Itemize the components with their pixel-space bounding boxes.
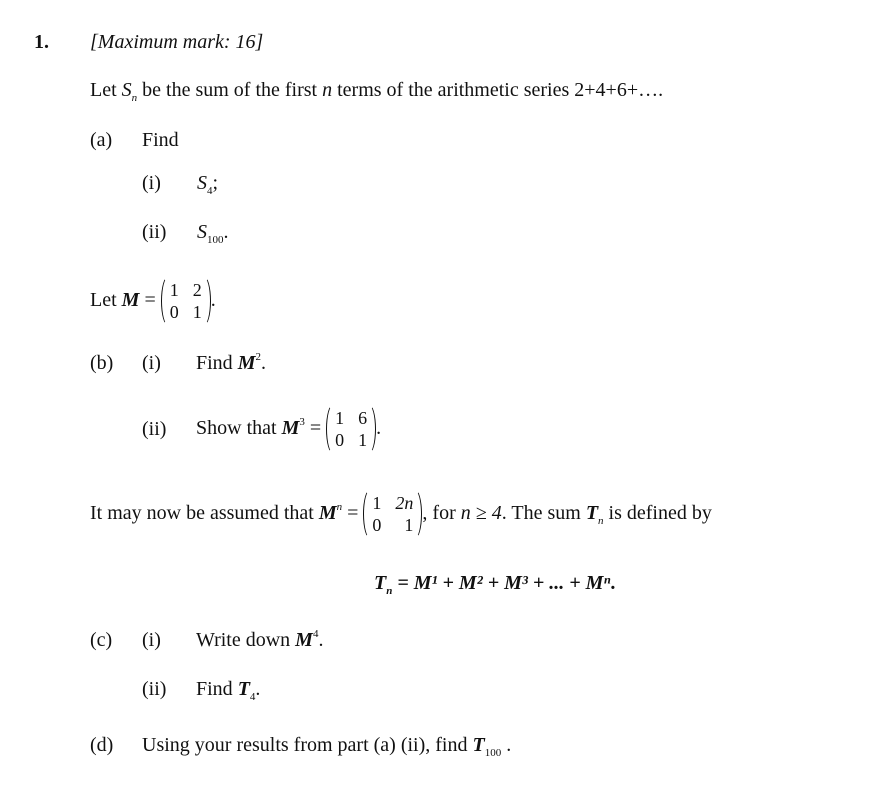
part-a-ii-label: (ii) <box>142 221 167 243</box>
part-c-label: (c) <box>90 629 113 651</box>
series: 2+4+6+…. <box>574 79 664 101</box>
part-b-i-label: (i) <box>142 352 161 374</box>
part-a-label: (a) <box>90 129 113 151</box>
part-a-i-label: (i) <box>142 172 161 194</box>
part-a-i-expr: $S_4$; <box>197 172 219 197</box>
tn-definition: $T_n = M^1 + M^2 + M^3$ + ... + Mⁿ. <box>374 572 616 597</box>
part-c-ii-label: (ii) <box>142 678 167 700</box>
part-b-ii-label: (ii) <box>142 418 167 440</box>
part-c-i-label: (i) <box>142 629 161 651</box>
intro-line: Let $S_n$ be the sum of the first n terms of the arithmetic series 2+4+6+…. <box>90 79 664 104</box>
maximum-mark: [Maximum mark: 16] <box>90 31 264 53</box>
matrix-m: 1 2 0 1 <box>161 279 211 323</box>
part-b-ii-text: Show that $M^3$ = 1 6 0 1 . <box>196 404 381 452</box>
matrix-mn: 1 2n 0 1 <box>363 492 422 536</box>
question-number: 1. <box>34 31 49 53</box>
sn-var: S <box>121 79 132 101</box>
part-a-ii-expr: $S_{100}$. <box>197 221 229 246</box>
part-c-i-text: Write down $M^4$. <box>196 628 324 651</box>
part-d-text: Using your results from part (a) (ii), find $T_{100}$ . <box>142 734 512 759</box>
part-c-ii-text: Find $T_4$. <box>196 678 261 703</box>
let-m-line: Let M = 1 2 0 1 . <box>90 276 216 324</box>
part-b-label: (b) <box>90 352 114 374</box>
part-a-text: Find <box>142 129 179 151</box>
part-b-i-text: Find $M^2$. <box>196 351 266 374</box>
matrix-m3: 1 6 0 1 <box>326 407 376 451</box>
part-d-label: (d) <box>90 734 114 756</box>
assumption-line: It may now be assumed that $M^n$ = 1 2n 0 1 , for n ≥ 4. The sum $T_n$ is defined by <box>90 489 712 537</box>
